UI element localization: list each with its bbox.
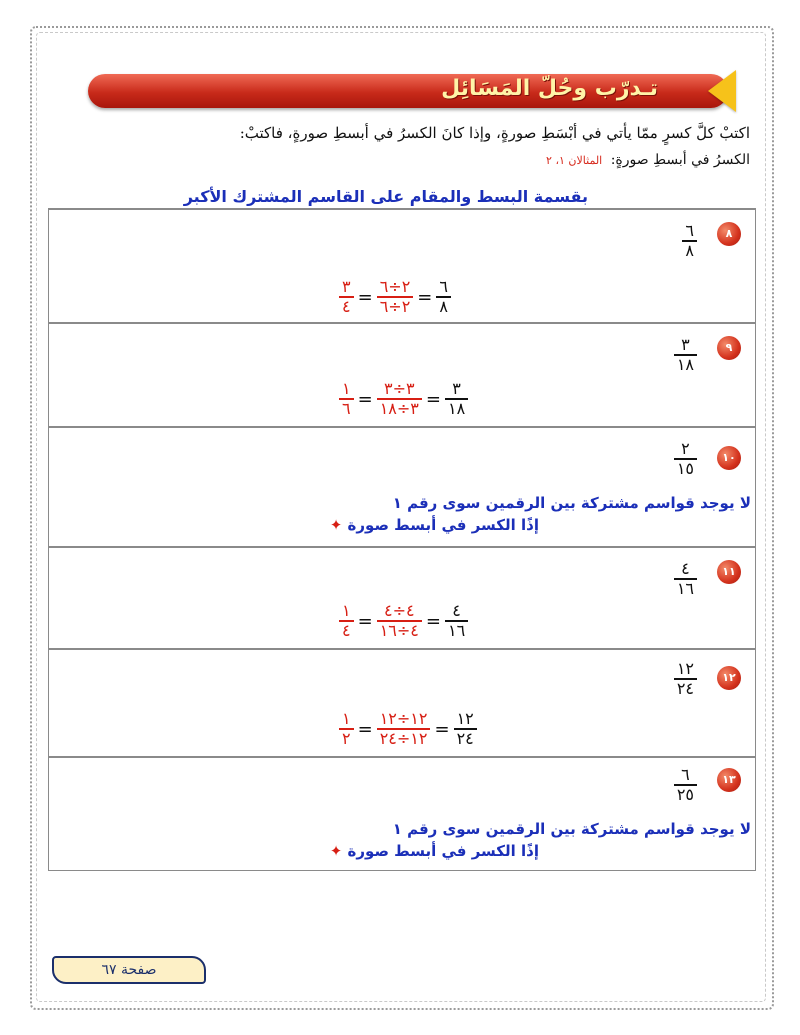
given-numerator: ٦ — [685, 221, 694, 240]
original-numerator: ٦ — [439, 277, 448, 296]
given-denominator: ٢٥ — [676, 785, 694, 804]
exercise-row — [48, 546, 756, 649]
exercise-number-badge: ٩ — [717, 336, 741, 360]
instruction-line-2 — [546, 152, 750, 168]
given-numerator: ٤ — [681, 559, 690, 578]
exercise-row — [48, 648, 756, 757]
exercise-row — [48, 426, 756, 547]
original-numerator: ١٢ — [456, 709, 474, 728]
result-denominator: ٢ — [342, 729, 351, 748]
given-denominator: ٢٤ — [676, 679, 694, 698]
division-denominator: ١٢÷٢٤ — [379, 729, 428, 748]
exercise-row — [48, 756, 756, 871]
given-fraction — [674, 560, 697, 598]
original-denominator: ٨ — [439, 297, 448, 316]
exercise-row — [48, 322, 756, 427]
given-fraction — [674, 336, 697, 374]
given-denominator: ١٦ — [676, 579, 694, 598]
instruction-line-1: اكتبْ كلَّ كسرٍ ممّا يأتي في أبْسَطِ صورةٍ، وإذا كانَ الكسرُ في أبسطِ صورةٍ، فاكتبْ: — [239, 124, 750, 142]
solution-equation — [339, 710, 477, 748]
given-fraction — [674, 660, 697, 698]
division-denominator: ٣÷١٨ — [379, 399, 419, 418]
exercise-number-badge: ١٠ — [717, 446, 741, 470]
given-numerator: ٣ — [681, 335, 690, 354]
given-fraction — [682, 222, 697, 260]
result-denominator: ٤ — [342, 297, 351, 316]
page-number-tab: صفحة ٦٧ — [52, 956, 206, 984]
solution-equation — [339, 602, 468, 640]
equals-sign: = — [434, 718, 450, 740]
given-denominator: ٨ — [685, 241, 694, 260]
division-numerator: ١٢÷١٢ — [379, 709, 428, 728]
conclusion-text: إذًا الكسر في أبسط صورة — [347, 516, 539, 534]
diamond-icon: ✦ — [329, 842, 343, 860]
equals-sign: = — [417, 286, 433, 308]
result-numerator: ٣ — [342, 277, 351, 296]
result-numerator: ١ — [342, 379, 351, 398]
division-denominator: ٤÷١٦ — [379, 621, 419, 640]
conclusion-note — [326, 516, 539, 534]
instruction-line-2-text: الكسرُ في أبسطِ صورةٍ: — [610, 152, 750, 168]
section-banner — [88, 74, 728, 108]
division-numerator: ٢÷٦ — [379, 277, 411, 296]
equals-sign: = — [425, 610, 441, 632]
examples-reference: المثالان ١، ٢ — [546, 154, 603, 167]
result-numerator: ١ — [342, 709, 351, 728]
original-denominator: ٢٤ — [456, 729, 474, 748]
solution-equation — [339, 380, 468, 418]
equals-sign: = — [357, 718, 373, 740]
diamond-icon: ✦ — [329, 516, 343, 534]
result-denominator: ٦ — [342, 399, 351, 418]
given-numerator: ٦ — [681, 765, 690, 784]
given-numerator: ١٢ — [676, 659, 694, 678]
given-fraction — [674, 440, 697, 478]
given-fraction — [674, 766, 697, 804]
conclusion-text: إذًا الكسر في أبسط صورة — [347, 842, 539, 860]
section-title: تـدرّب وحُلّ المَسَائِل — [441, 76, 658, 101]
banner-arrow-icon — [708, 70, 736, 112]
original-denominator: ١٦ — [447, 621, 466, 640]
original-numerator: ٤ — [452, 601, 461, 620]
equals-sign: = — [357, 286, 373, 308]
solution-equation — [339, 278, 451, 316]
explanation-note: لا يوجد قواسم مشتركة بين الرقمين سوى رقم ١ — [392, 494, 751, 512]
given-denominator: ١٨ — [676, 355, 694, 374]
conclusion-note — [326, 842, 539, 860]
result-denominator: ٤ — [342, 621, 351, 640]
exercise-number-badge: ٨ — [717, 222, 741, 246]
division-numerator: ٤÷٤ — [383, 601, 415, 620]
explanation-note: لا يوجد قواسم مشتركة بين الرقمين سوى رقم ١ — [392, 820, 751, 838]
exercise-row — [48, 208, 756, 323]
equals-sign: = — [357, 610, 373, 632]
equals-sign: = — [357, 388, 373, 410]
exercise-number-badge: ١٣ — [717, 768, 741, 792]
method-heading: بقسمة البسط والمقام على القاسم المشترك الأكبر — [183, 187, 588, 206]
given-numerator: ٢ — [681, 439, 690, 458]
exercise-number-badge: ١٢ — [717, 666, 741, 690]
given-denominator: ١٥ — [676, 459, 694, 478]
equals-sign: = — [425, 388, 441, 410]
exercise-number-badge: ١١ — [717, 560, 741, 584]
original-numerator: ٣ — [452, 379, 461, 398]
original-denominator: ١٨ — [447, 399, 466, 418]
division-numerator: ٣÷٣ — [383, 379, 415, 398]
result-numerator: ١ — [342, 601, 351, 620]
division-denominator: ٢÷٦ — [379, 297, 411, 316]
